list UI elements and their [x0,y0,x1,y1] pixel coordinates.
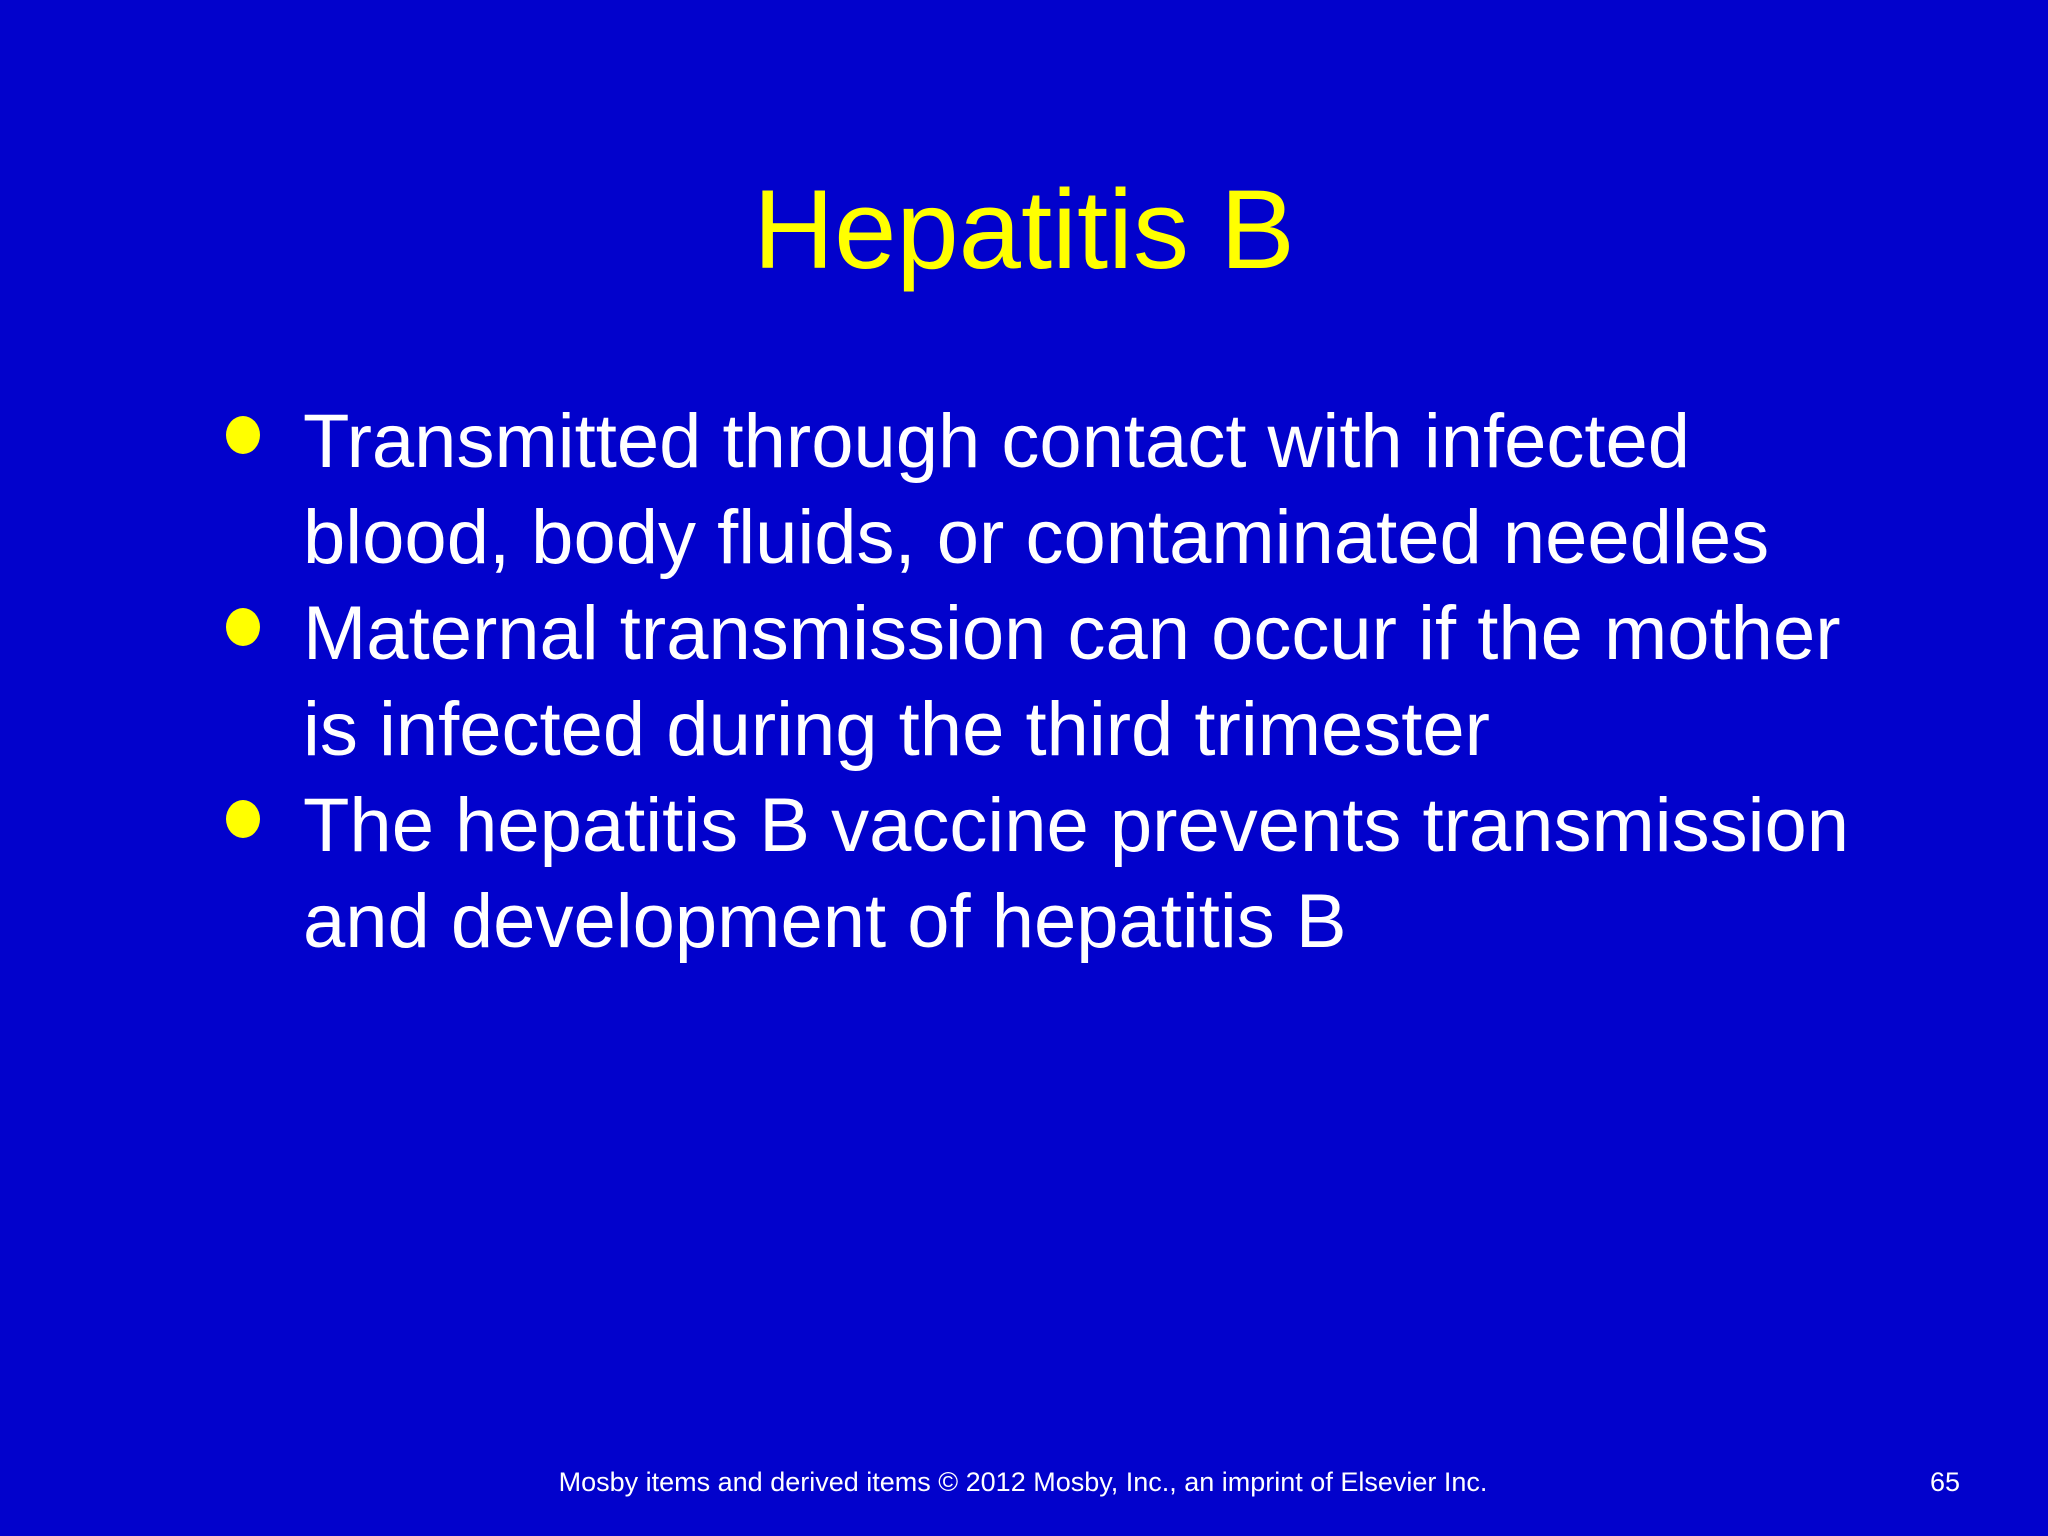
bullet-text: Maternal transmission can occur if the mother is infected during the third trimester [303,591,1841,772]
bullet-text: The hepatitis B vaccine prevents transmission and development of hepatitis B [303,783,1850,964]
copyright-notice: Mosby items and derived items © 2012 Mosby, Inc., an imprint of Elsevier Inc. [558,1467,1488,1497]
page-number: 65 [1929,1467,1960,1497]
slide-footer [0,1462,2048,1502]
bullet-item-maternal [220,586,1860,778]
bullet-list [220,394,1860,970]
bullet-item-vaccine [220,778,1860,970]
bullet-dot-icon [226,608,260,646]
bullet-text: Transmitted through contact with infected blood, body fluids, or contaminated needles [303,399,1770,580]
bullet-item-transmission [220,394,1860,586]
slide-title: Hepatitis B [753,167,1295,292]
bullet-dot-icon [226,416,260,454]
bullet-dot-icon [226,800,260,838]
